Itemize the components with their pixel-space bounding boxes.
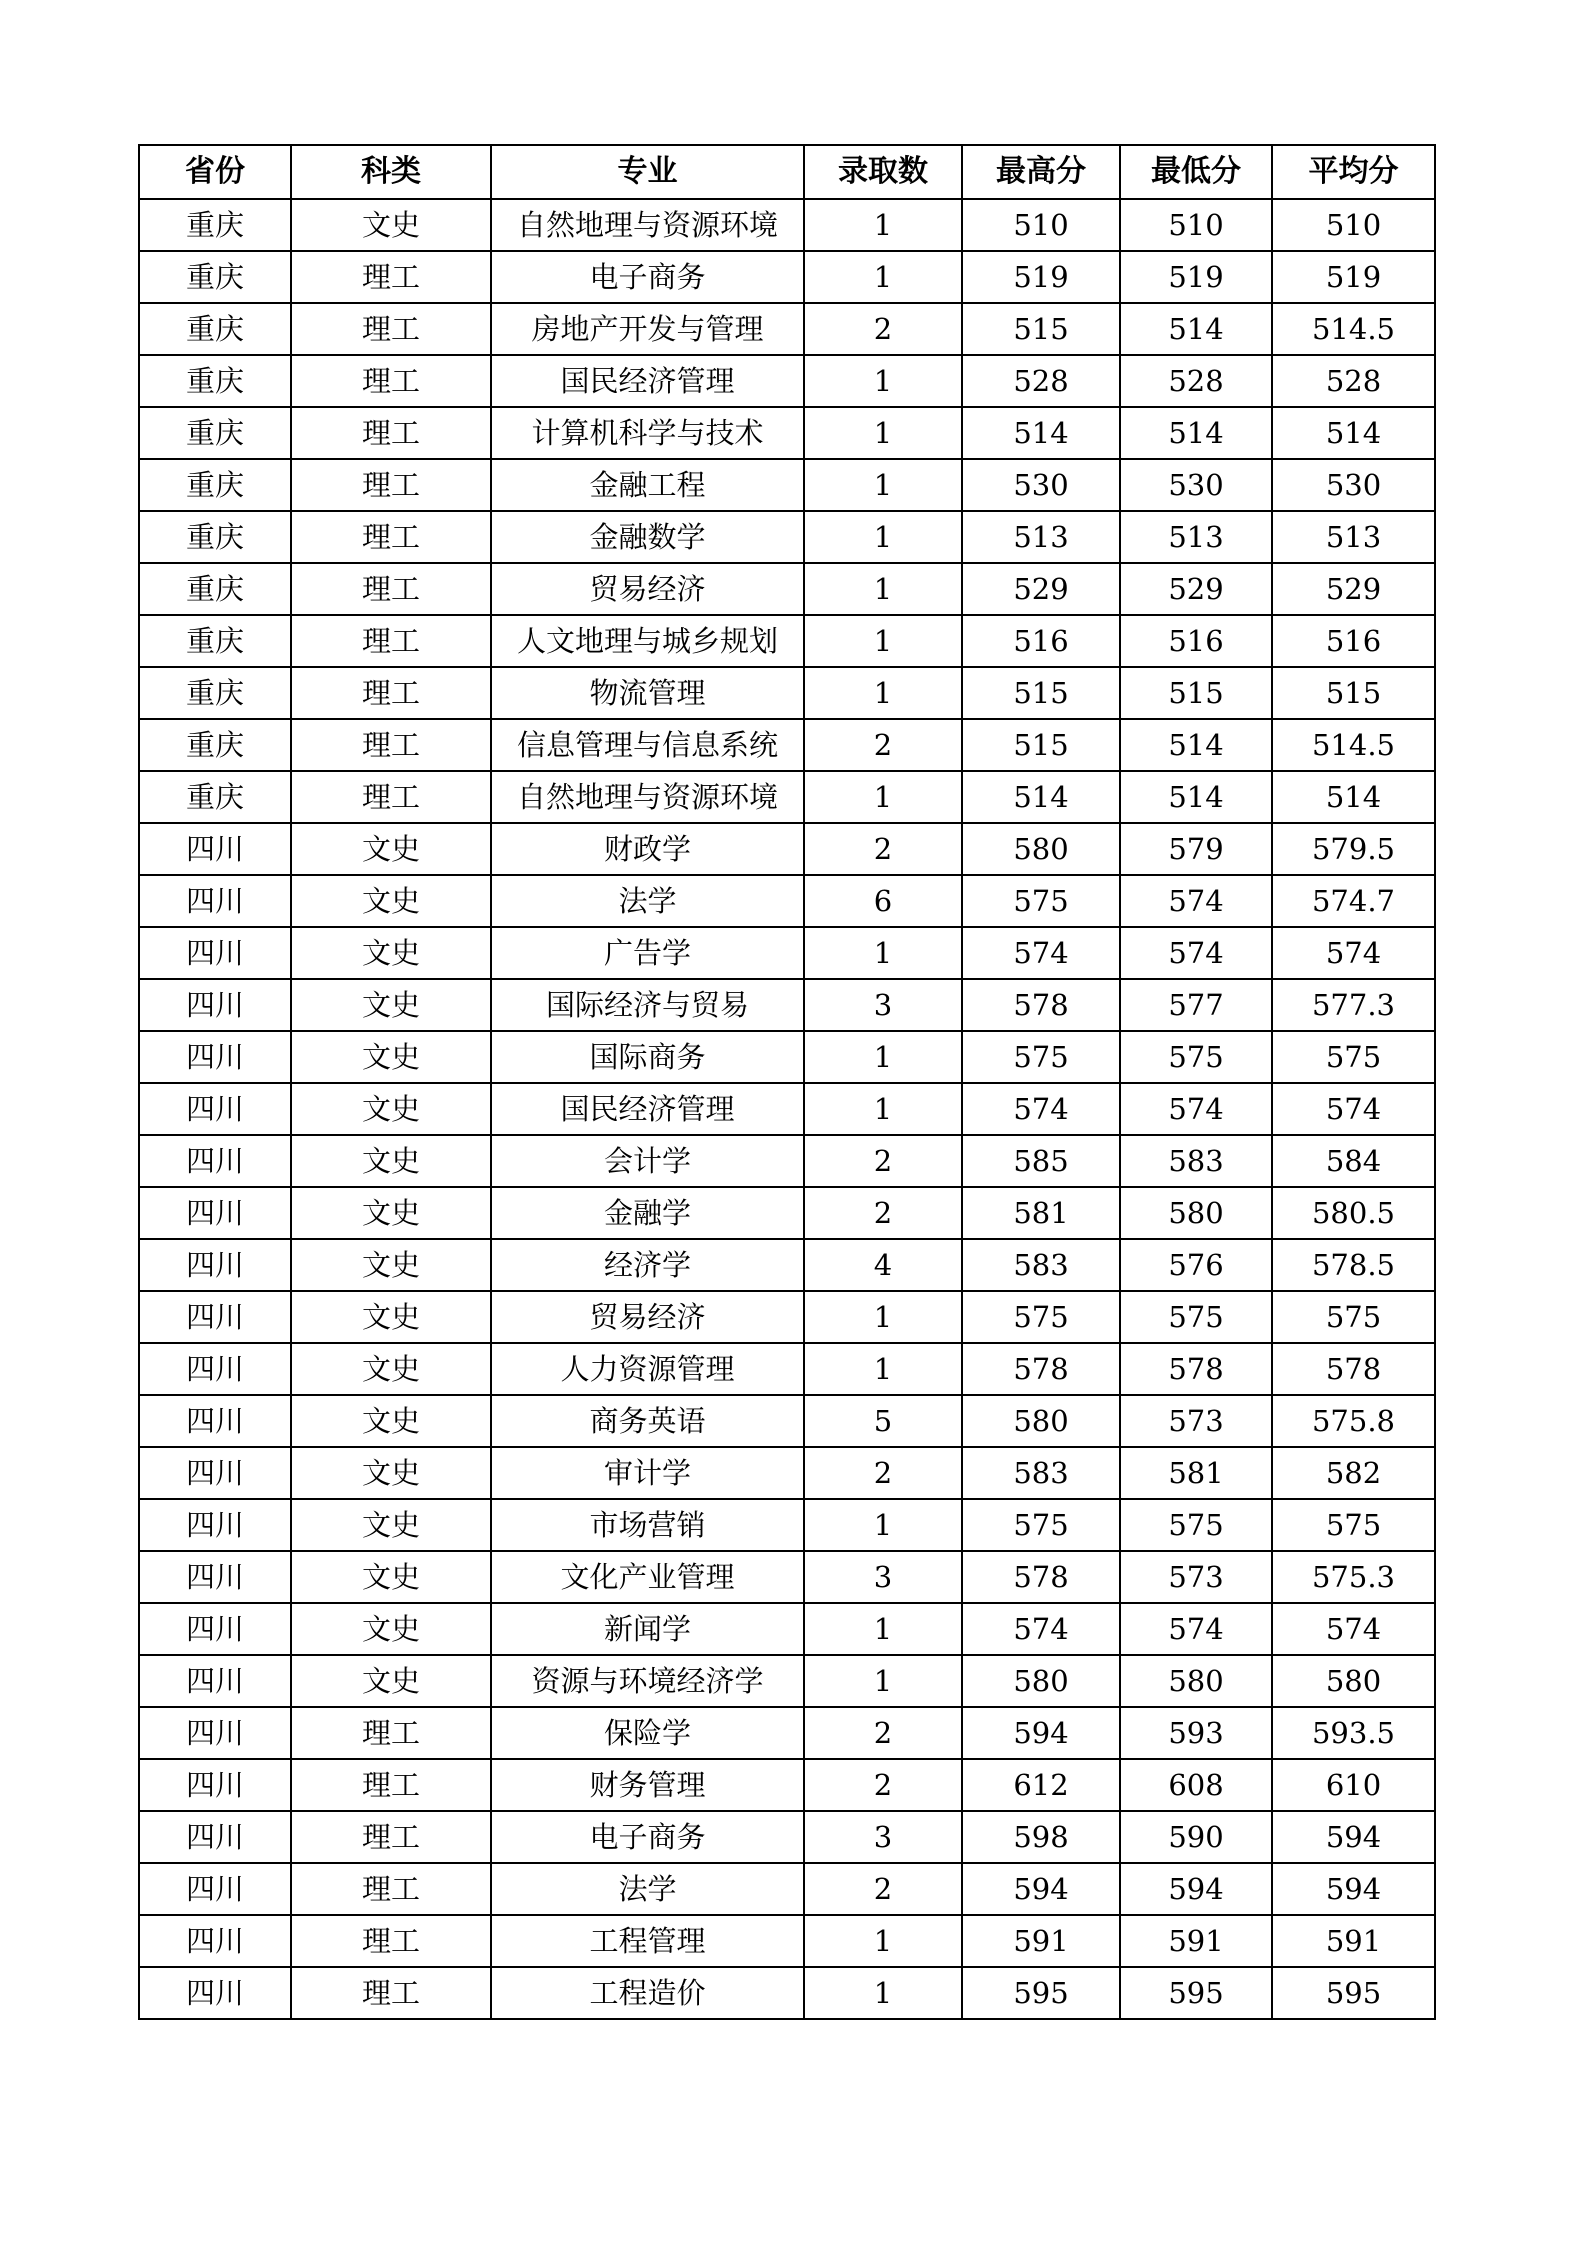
cell-max-score: 583 bbox=[962, 1447, 1120, 1499]
cell-max-score: 574 bbox=[962, 1083, 1120, 1135]
cell-max-score: 575 bbox=[962, 1291, 1120, 1343]
cell-major: 国际商务 bbox=[491, 1031, 804, 1083]
cell-max-score: 580 bbox=[962, 1655, 1120, 1707]
cell-category: 文史 bbox=[291, 1083, 491, 1135]
cell-admitted-count: 1 bbox=[804, 407, 962, 459]
cell-admitted-count: 4 bbox=[804, 1239, 962, 1291]
table-row bbox=[139, 979, 1435, 1031]
cell-province: 四川 bbox=[139, 1811, 291, 1863]
cell-avg-score: 530 bbox=[1272, 459, 1435, 511]
cell-category: 理工 bbox=[291, 615, 491, 667]
cell-province: 四川 bbox=[139, 1031, 291, 1083]
cell-province: 四川 bbox=[139, 1239, 291, 1291]
header-row bbox=[139, 145, 1435, 199]
cell-max-score: 574 bbox=[962, 927, 1120, 979]
cell-province: 四川 bbox=[139, 823, 291, 875]
cell-category: 文史 bbox=[291, 1395, 491, 1447]
cell-major: 信息管理与信息系统 bbox=[491, 719, 804, 771]
cell-min-score: 591 bbox=[1120, 1915, 1272, 1967]
cell-max-score: 580 bbox=[962, 1395, 1120, 1447]
cell-major: 房地产开发与管理 bbox=[491, 303, 804, 355]
cell-min-score: 574 bbox=[1120, 1603, 1272, 1655]
table-row bbox=[139, 1759, 1435, 1811]
cell-category: 理工 bbox=[291, 459, 491, 511]
cell-avg-score: 516 bbox=[1272, 615, 1435, 667]
cell-major: 资源与环境经济学 bbox=[491, 1655, 804, 1707]
cell-admitted-count: 1 bbox=[804, 1915, 962, 1967]
cell-category: 理工 bbox=[291, 719, 491, 771]
cell-avg-score: 575 bbox=[1272, 1291, 1435, 1343]
column-header-max-score: 最高分 bbox=[962, 145, 1120, 199]
cell-min-score: 515 bbox=[1120, 667, 1272, 719]
cell-category: 文史 bbox=[291, 199, 491, 251]
cell-major: 财务管理 bbox=[491, 1759, 804, 1811]
cell-category: 文史 bbox=[291, 1031, 491, 1083]
cell-avg-score: 514.5 bbox=[1272, 303, 1435, 355]
cell-province: 四川 bbox=[139, 1967, 291, 2019]
table-row bbox=[139, 303, 1435, 355]
cell-province: 四川 bbox=[139, 1915, 291, 1967]
cell-major: 人力资源管理 bbox=[491, 1343, 804, 1395]
cell-province: 重庆 bbox=[139, 407, 291, 459]
cell-avg-score: 514 bbox=[1272, 771, 1435, 823]
cell-major: 电子商务 bbox=[491, 1811, 804, 1863]
cell-category: 理工 bbox=[291, 1759, 491, 1811]
cell-major: 保险学 bbox=[491, 1707, 804, 1759]
cell-max-score: 612 bbox=[962, 1759, 1120, 1811]
cell-avg-score: 519 bbox=[1272, 251, 1435, 303]
table-row bbox=[139, 1551, 1435, 1603]
cell-major: 国民经济管理 bbox=[491, 1083, 804, 1135]
cell-province: 四川 bbox=[139, 1343, 291, 1395]
cell-province: 四川 bbox=[139, 979, 291, 1031]
cell-province: 四川 bbox=[139, 1759, 291, 1811]
cell-major: 审计学 bbox=[491, 1447, 804, 1499]
cell-min-score: 575 bbox=[1120, 1499, 1272, 1551]
cell-admitted-count: 1 bbox=[804, 1031, 962, 1083]
cell-avg-score: 574.7 bbox=[1272, 875, 1435, 927]
cell-admitted-count: 1 bbox=[804, 511, 962, 563]
cell-province: 四川 bbox=[139, 1655, 291, 1707]
cell-admitted-count: 2 bbox=[804, 1759, 962, 1811]
cell-admitted-count: 1 bbox=[804, 1603, 962, 1655]
cell-category: 理工 bbox=[291, 303, 491, 355]
cell-avg-score: 574 bbox=[1272, 1603, 1435, 1655]
cell-admitted-count: 1 bbox=[804, 1655, 962, 1707]
cell-category: 理工 bbox=[291, 407, 491, 459]
cell-major: 法学 bbox=[491, 875, 804, 927]
cell-category: 文史 bbox=[291, 1551, 491, 1603]
cell-category: 理工 bbox=[291, 1811, 491, 1863]
cell-category: 理工 bbox=[291, 511, 491, 563]
cell-category: 理工 bbox=[291, 563, 491, 615]
cell-major: 物流管理 bbox=[491, 667, 804, 719]
table-row bbox=[139, 667, 1435, 719]
cell-avg-score: 591 bbox=[1272, 1915, 1435, 1967]
cell-admitted-count: 1 bbox=[804, 355, 962, 407]
cell-max-score: 578 bbox=[962, 1551, 1120, 1603]
cell-max-score: 514 bbox=[962, 771, 1120, 823]
cell-min-score: 577 bbox=[1120, 979, 1272, 1031]
cell-province: 重庆 bbox=[139, 563, 291, 615]
table-row bbox=[139, 771, 1435, 823]
cell-province: 四川 bbox=[139, 1707, 291, 1759]
table-row bbox=[139, 1239, 1435, 1291]
cell-min-score: 595 bbox=[1120, 1967, 1272, 2019]
cell-max-score: 514 bbox=[962, 407, 1120, 459]
cell-max-score: 530 bbox=[962, 459, 1120, 511]
cell-major: 自然地理与资源环境 bbox=[491, 771, 804, 823]
cell-major: 会计学 bbox=[491, 1135, 804, 1187]
table-row bbox=[139, 1707, 1435, 1759]
cell-avg-score: 595 bbox=[1272, 1967, 1435, 2019]
table-row bbox=[139, 511, 1435, 563]
cell-min-score: 574 bbox=[1120, 927, 1272, 979]
cell-province: 重庆 bbox=[139, 511, 291, 563]
cell-avg-score: 574 bbox=[1272, 1083, 1435, 1135]
cell-avg-score: 579.5 bbox=[1272, 823, 1435, 875]
cell-max-score: 595 bbox=[962, 1967, 1120, 2019]
cell-major: 工程管理 bbox=[491, 1915, 804, 1967]
table-row bbox=[139, 1655, 1435, 1707]
cell-min-score: 580 bbox=[1120, 1187, 1272, 1239]
cell-admitted-count: 1 bbox=[804, 1499, 962, 1551]
cell-category: 理工 bbox=[291, 1967, 491, 2019]
cell-major: 法学 bbox=[491, 1863, 804, 1915]
cell-major: 新闻学 bbox=[491, 1603, 804, 1655]
cell-min-score: 594 bbox=[1120, 1863, 1272, 1915]
cell-avg-score: 577.3 bbox=[1272, 979, 1435, 1031]
cell-min-score: 514 bbox=[1120, 407, 1272, 459]
cell-category: 文史 bbox=[291, 1135, 491, 1187]
cell-min-score: 573 bbox=[1120, 1395, 1272, 1447]
cell-province: 四川 bbox=[139, 1447, 291, 1499]
cell-province: 重庆 bbox=[139, 719, 291, 771]
cell-admitted-count: 1 bbox=[804, 251, 962, 303]
cell-max-score: 583 bbox=[962, 1239, 1120, 1291]
cell-category: 理工 bbox=[291, 1707, 491, 1759]
column-header-admitted-count: 录取数 bbox=[804, 145, 962, 199]
cell-major: 广告学 bbox=[491, 927, 804, 979]
cell-major: 自然地理与资源环境 bbox=[491, 199, 804, 251]
cell-province: 四川 bbox=[139, 1603, 291, 1655]
cell-province: 重庆 bbox=[139, 251, 291, 303]
cell-min-score: 519 bbox=[1120, 251, 1272, 303]
cell-category: 文史 bbox=[291, 1187, 491, 1239]
table-row bbox=[139, 1031, 1435, 1083]
cell-avg-score: 528 bbox=[1272, 355, 1435, 407]
table-body bbox=[139, 199, 1435, 2019]
table-row bbox=[139, 1291, 1435, 1343]
cell-category: 理工 bbox=[291, 771, 491, 823]
table-row bbox=[139, 719, 1435, 771]
cell-max-score: 591 bbox=[962, 1915, 1120, 1967]
cell-major: 国际经济与贸易 bbox=[491, 979, 804, 1031]
cell-max-score: 578 bbox=[962, 1343, 1120, 1395]
cell-admitted-count: 2 bbox=[804, 1135, 962, 1187]
cell-min-score: 573 bbox=[1120, 1551, 1272, 1603]
cell-major: 贸易经济 bbox=[491, 563, 804, 615]
table-row bbox=[139, 1603, 1435, 1655]
cell-admitted-count: 3 bbox=[804, 979, 962, 1031]
cell-avg-score: 575.3 bbox=[1272, 1551, 1435, 1603]
cell-min-score: 574 bbox=[1120, 875, 1272, 927]
cell-category: 文史 bbox=[291, 1343, 491, 1395]
table-row bbox=[139, 1083, 1435, 1135]
cell-category: 理工 bbox=[291, 1863, 491, 1915]
cell-max-score: 515 bbox=[962, 667, 1120, 719]
cell-admitted-count: 2 bbox=[804, 1863, 962, 1915]
cell-min-score: 528 bbox=[1120, 355, 1272, 407]
cell-province: 重庆 bbox=[139, 667, 291, 719]
cell-max-score: 575 bbox=[962, 1499, 1120, 1551]
cell-major: 市场营销 bbox=[491, 1499, 804, 1551]
cell-avg-score: 514 bbox=[1272, 407, 1435, 459]
cell-avg-score: 575 bbox=[1272, 1499, 1435, 1551]
cell-min-score: 513 bbox=[1120, 511, 1272, 563]
table-row bbox=[139, 927, 1435, 979]
cell-min-score: 516 bbox=[1120, 615, 1272, 667]
cell-province: 四川 bbox=[139, 875, 291, 927]
cell-admitted-count: 1 bbox=[804, 1343, 962, 1395]
cell-province: 四川 bbox=[139, 1551, 291, 1603]
table-row bbox=[139, 823, 1435, 875]
table-row bbox=[139, 875, 1435, 927]
cell-category: 文史 bbox=[291, 1603, 491, 1655]
cell-province: 四川 bbox=[139, 1291, 291, 1343]
cell-max-score: 529 bbox=[962, 563, 1120, 615]
column-header-major: 专业 bbox=[491, 145, 804, 199]
cell-min-score: 593 bbox=[1120, 1707, 1272, 1759]
cell-max-score: 580 bbox=[962, 823, 1120, 875]
cell-min-score: 529 bbox=[1120, 563, 1272, 615]
cell-max-score: 528 bbox=[962, 355, 1120, 407]
cell-max-score: 510 bbox=[962, 199, 1120, 251]
cell-province: 四川 bbox=[139, 1187, 291, 1239]
cell-category: 文史 bbox=[291, 823, 491, 875]
cell-admitted-count: 1 bbox=[804, 615, 962, 667]
column-header-province: 省份 bbox=[139, 145, 291, 199]
cell-min-score: 574 bbox=[1120, 1083, 1272, 1135]
cell-admitted-count: 1 bbox=[804, 667, 962, 719]
cell-max-score: 578 bbox=[962, 979, 1120, 1031]
cell-category: 文史 bbox=[291, 1655, 491, 1707]
cell-province: 四川 bbox=[139, 927, 291, 979]
cell-avg-score: 578.5 bbox=[1272, 1239, 1435, 1291]
table-row bbox=[139, 1187, 1435, 1239]
cell-avg-score: 513 bbox=[1272, 511, 1435, 563]
cell-min-score: 514 bbox=[1120, 771, 1272, 823]
table-row bbox=[139, 1447, 1435, 1499]
cell-admitted-count: 3 bbox=[804, 1811, 962, 1863]
cell-major: 贸易经济 bbox=[491, 1291, 804, 1343]
cell-major: 金融工程 bbox=[491, 459, 804, 511]
cell-admitted-count: 2 bbox=[804, 1707, 962, 1759]
admission-score-table bbox=[138, 144, 1436, 2020]
cell-max-score: 519 bbox=[962, 251, 1120, 303]
cell-province: 重庆 bbox=[139, 771, 291, 823]
cell-admitted-count: 2 bbox=[804, 303, 962, 355]
table-row bbox=[139, 1499, 1435, 1551]
cell-min-score: 578 bbox=[1120, 1343, 1272, 1395]
table-row bbox=[139, 1135, 1435, 1187]
cell-max-score: 574 bbox=[962, 1603, 1120, 1655]
cell-category: 文史 bbox=[291, 979, 491, 1031]
cell-admitted-count: 1 bbox=[804, 1967, 962, 2019]
cell-min-score: 576 bbox=[1120, 1239, 1272, 1291]
cell-min-score: 575 bbox=[1120, 1291, 1272, 1343]
table-header bbox=[139, 145, 1435, 199]
cell-avg-score: 610 bbox=[1272, 1759, 1435, 1811]
cell-province: 四川 bbox=[139, 1135, 291, 1187]
cell-min-score: 579 bbox=[1120, 823, 1272, 875]
cell-major: 国民经济管理 bbox=[491, 355, 804, 407]
cell-province: 重庆 bbox=[139, 615, 291, 667]
cell-province: 重庆 bbox=[139, 355, 291, 407]
column-header-category: 科类 bbox=[291, 145, 491, 199]
cell-admitted-count: 2 bbox=[804, 719, 962, 771]
cell-min-score: 590 bbox=[1120, 1811, 1272, 1863]
cell-major: 商务英语 bbox=[491, 1395, 804, 1447]
cell-category: 文史 bbox=[291, 1499, 491, 1551]
cell-max-score: 516 bbox=[962, 615, 1120, 667]
cell-avg-score: 580.5 bbox=[1272, 1187, 1435, 1239]
cell-admitted-count: 1 bbox=[804, 1083, 962, 1135]
cell-major: 计算机科学与技术 bbox=[491, 407, 804, 459]
cell-province: 重庆 bbox=[139, 199, 291, 251]
cell-avg-score: 514.5 bbox=[1272, 719, 1435, 771]
table-row bbox=[139, 1343, 1435, 1395]
cell-min-score: 514 bbox=[1120, 303, 1272, 355]
cell-min-score: 583 bbox=[1120, 1135, 1272, 1187]
cell-category: 文史 bbox=[291, 1239, 491, 1291]
cell-admitted-count: 2 bbox=[804, 1447, 962, 1499]
cell-avg-score: 575 bbox=[1272, 1031, 1435, 1083]
cell-admitted-count: 6 bbox=[804, 875, 962, 927]
column-header-avg-score: 平均分 bbox=[1272, 145, 1435, 199]
cell-avg-score: 574 bbox=[1272, 927, 1435, 979]
cell-province: 四川 bbox=[139, 1395, 291, 1447]
cell-max-score: 575 bbox=[962, 875, 1120, 927]
cell-avg-score: 510 bbox=[1272, 199, 1435, 251]
cell-max-score: 598 bbox=[962, 1811, 1120, 1863]
cell-category: 理工 bbox=[291, 355, 491, 407]
table-row bbox=[139, 199, 1435, 251]
cell-major: 经济学 bbox=[491, 1239, 804, 1291]
cell-avg-score: 580 bbox=[1272, 1655, 1435, 1707]
cell-max-score: 575 bbox=[962, 1031, 1120, 1083]
cell-max-score: 581 bbox=[962, 1187, 1120, 1239]
cell-min-score: 510 bbox=[1120, 199, 1272, 251]
table-row bbox=[139, 1863, 1435, 1915]
table-row bbox=[139, 355, 1435, 407]
cell-avg-score: 575.8 bbox=[1272, 1395, 1435, 1447]
cell-category: 文史 bbox=[291, 1447, 491, 1499]
cell-category: 文史 bbox=[291, 927, 491, 979]
cell-category: 理工 bbox=[291, 667, 491, 719]
cell-province: 四川 bbox=[139, 1863, 291, 1915]
cell-avg-score: 578 bbox=[1272, 1343, 1435, 1395]
cell-min-score: 608 bbox=[1120, 1759, 1272, 1811]
cell-min-score: 514 bbox=[1120, 719, 1272, 771]
cell-admitted-count: 1 bbox=[804, 459, 962, 511]
cell-major: 金融数学 bbox=[491, 511, 804, 563]
cell-max-score: 513 bbox=[962, 511, 1120, 563]
cell-avg-score: 594 bbox=[1272, 1811, 1435, 1863]
cell-avg-score: 529 bbox=[1272, 563, 1435, 615]
cell-max-score: 585 bbox=[962, 1135, 1120, 1187]
cell-admitted-count: 3 bbox=[804, 1551, 962, 1603]
column-header-min-score: 最低分 bbox=[1120, 145, 1272, 199]
cell-max-score: 594 bbox=[962, 1863, 1120, 1915]
cell-admitted-count: 5 bbox=[804, 1395, 962, 1447]
cell-max-score: 594 bbox=[962, 1707, 1120, 1759]
cell-category: 理工 bbox=[291, 251, 491, 303]
cell-province: 四川 bbox=[139, 1499, 291, 1551]
cell-min-score: 581 bbox=[1120, 1447, 1272, 1499]
cell-province: 四川 bbox=[139, 1083, 291, 1135]
cell-category: 文史 bbox=[291, 1291, 491, 1343]
cell-major: 文化产业管理 bbox=[491, 1551, 804, 1603]
cell-province: 重庆 bbox=[139, 459, 291, 511]
cell-max-score: 515 bbox=[962, 303, 1120, 355]
cell-major: 财政学 bbox=[491, 823, 804, 875]
table-row bbox=[139, 1915, 1435, 1967]
cell-admitted-count: 1 bbox=[804, 1291, 962, 1343]
cell-category: 文史 bbox=[291, 875, 491, 927]
table-row bbox=[139, 615, 1435, 667]
cell-admitted-count: 2 bbox=[804, 1187, 962, 1239]
cell-min-score: 575 bbox=[1120, 1031, 1272, 1083]
cell-avg-score: 594 bbox=[1272, 1863, 1435, 1915]
table-row bbox=[139, 459, 1435, 511]
cell-admitted-count: 1 bbox=[804, 927, 962, 979]
cell-avg-score: 515 bbox=[1272, 667, 1435, 719]
cell-min-score: 530 bbox=[1120, 459, 1272, 511]
cell-admitted-count: 2 bbox=[804, 823, 962, 875]
cell-max-score: 515 bbox=[962, 719, 1120, 771]
cell-admitted-count: 1 bbox=[804, 771, 962, 823]
table-row bbox=[139, 407, 1435, 459]
cell-avg-score: 593.5 bbox=[1272, 1707, 1435, 1759]
table-row bbox=[139, 563, 1435, 615]
cell-province: 重庆 bbox=[139, 303, 291, 355]
table-row bbox=[139, 1395, 1435, 1447]
cell-major: 金融学 bbox=[491, 1187, 804, 1239]
cell-avg-score: 584 bbox=[1272, 1135, 1435, 1187]
cell-category: 理工 bbox=[291, 1915, 491, 1967]
table-row bbox=[139, 251, 1435, 303]
cell-min-score: 580 bbox=[1120, 1655, 1272, 1707]
cell-major: 工程造价 bbox=[491, 1967, 804, 2019]
cell-admitted-count: 1 bbox=[804, 563, 962, 615]
cell-major: 电子商务 bbox=[491, 251, 804, 303]
cell-admitted-count: 1 bbox=[804, 199, 962, 251]
table-row bbox=[139, 1967, 1435, 2019]
cell-avg-score: 582 bbox=[1272, 1447, 1435, 1499]
cell-major: 人文地理与城乡规划 bbox=[491, 615, 804, 667]
table-row bbox=[139, 1811, 1435, 1863]
